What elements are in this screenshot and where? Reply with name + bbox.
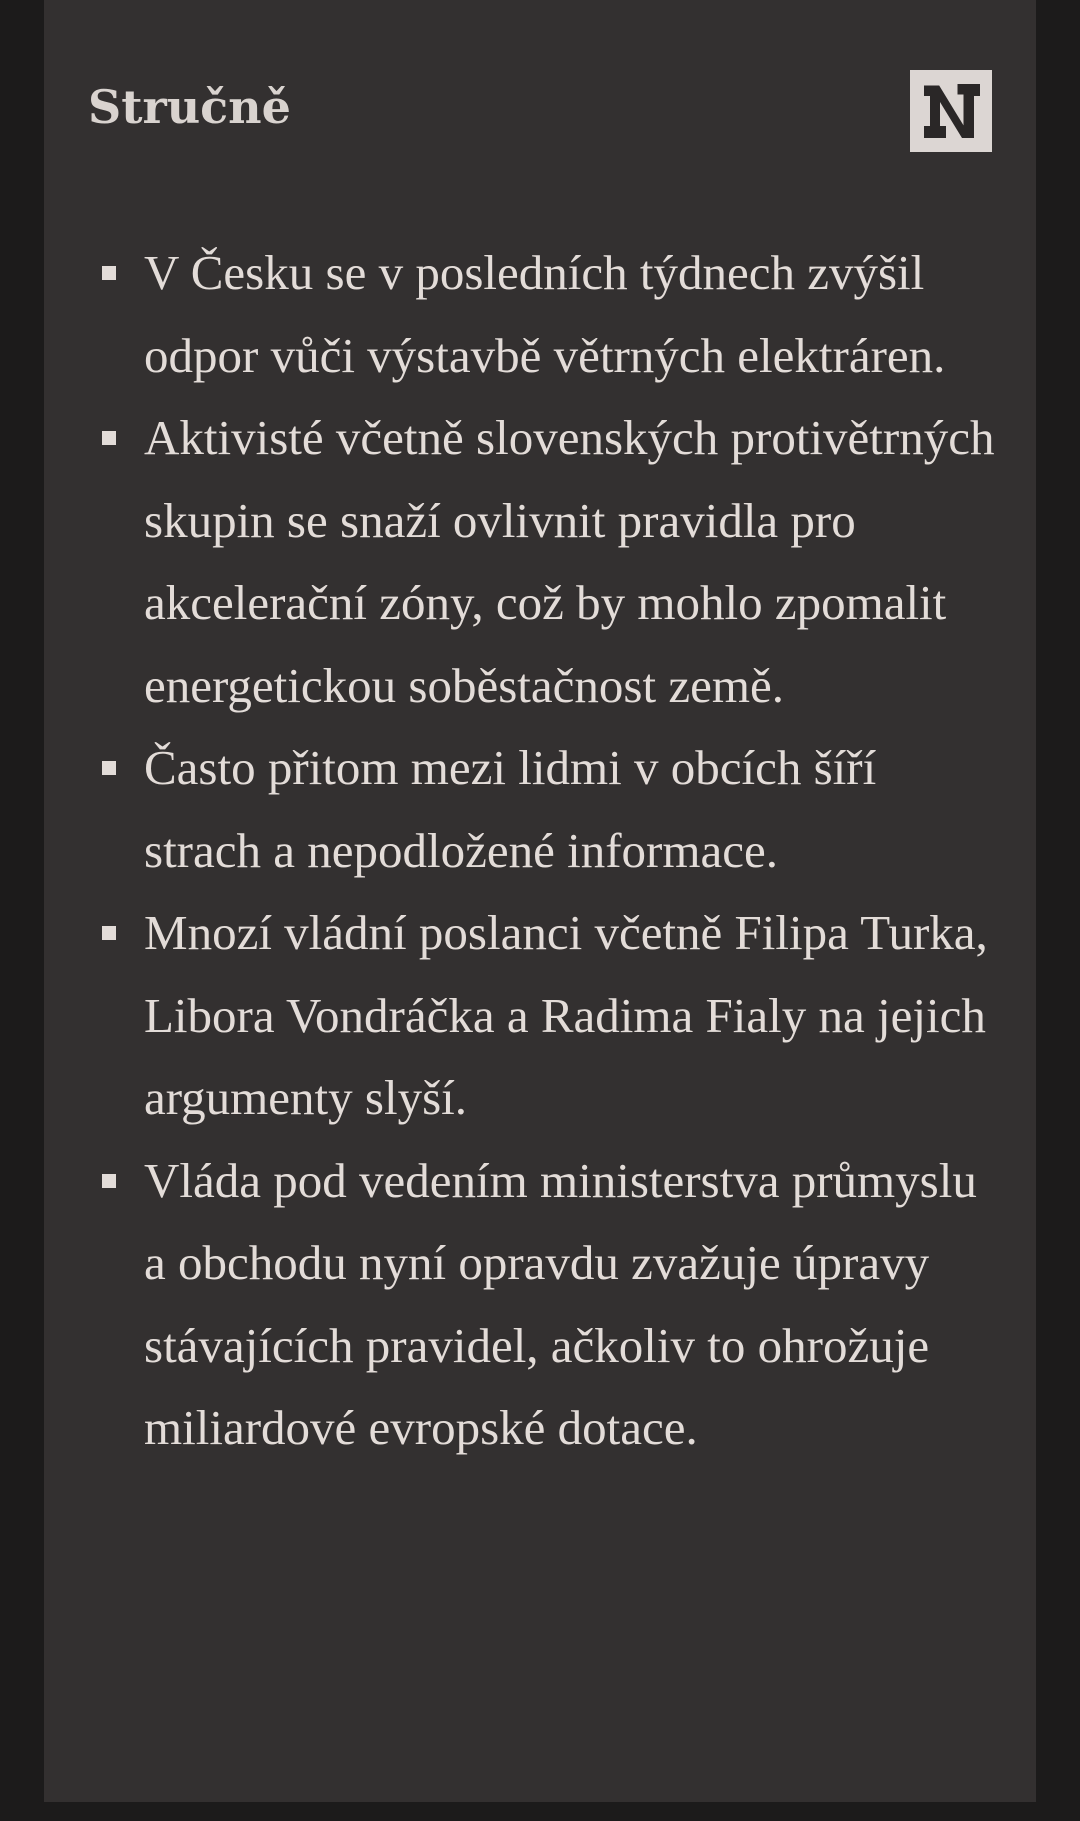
bullet-square-icon xyxy=(102,431,116,445)
list-item xyxy=(44,727,1036,892)
list-item-text: Mnozí vládní poslanci včetně Filipa Turka, Libora Vondráčka a Radima Fialy na jejich argumenty slyší. xyxy=(144,905,988,1125)
bullet-square-icon xyxy=(102,761,116,775)
list-item xyxy=(44,397,1036,727)
list-item-text: Aktivisté včetně slovenských protivětrných skupin se snaží ovlivnit pravidla pro akcelerační zóny, což by mohlo zpomalit energetickou soběstačnost země. xyxy=(144,410,995,713)
summary-card xyxy=(44,0,1036,1802)
list-item xyxy=(44,232,1036,397)
n-logo-icon-graphic xyxy=(910,70,992,152)
list-item-text: Často přitom mezi lidmi v obcích šíří strach a nepodložené informace. xyxy=(144,740,877,878)
list-item-text: Vláda pod vedením ministerstva průmyslu a obchodu nyní opravdu zvažuje úpravy stávajících pravidel, ačkoliv to ohrožuje miliardové evropské dotace. xyxy=(144,1152,977,1455)
bullet-square-icon xyxy=(102,1174,116,1188)
card-title: Stručně xyxy=(88,80,291,134)
n-logo-icon xyxy=(910,70,992,152)
list-item xyxy=(44,1140,1036,1470)
list-item-text: V Česku se v posledních týdnech zvýšil odpor vůči výstavbě větrných elektráren. xyxy=(144,245,946,383)
summary-list xyxy=(44,232,1036,1470)
list-item xyxy=(44,892,1036,1140)
bullet-square-icon xyxy=(102,266,116,280)
card-header xyxy=(44,0,1036,200)
bullet-square-icon xyxy=(102,926,116,940)
